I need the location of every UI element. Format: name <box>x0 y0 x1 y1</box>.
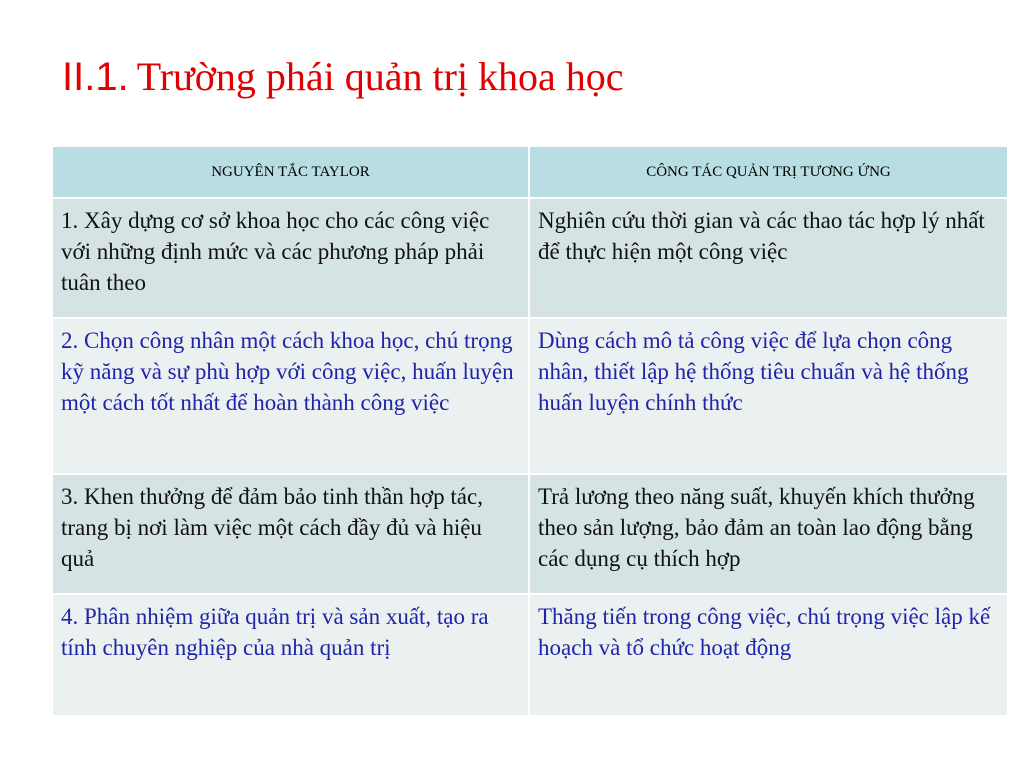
table-row <box>52 594 1008 716</box>
principle-cell: 3. Khen thưởng để đảm bảo tinh thần hợp tác, trang bị nơi làm việc một cách đầy đủ và hiệu quả <box>52 474 529 594</box>
table-row <box>52 318 1008 474</box>
table-row <box>52 474 1008 594</box>
slide-title <box>62 50 624 106</box>
practice-cell: Thăng tiến trong công việc, chú trọng việc lập kế hoạch và tổ chức hoạt động <box>529 594 1008 716</box>
header-principles: NGUYÊN TẮC TAYLOR <box>52 146 529 198</box>
title-text: Trường phái quản trị khoa học <box>136 54 624 99</box>
table-row <box>52 198 1008 318</box>
title-number: II.1. <box>62 55 129 99</box>
practice-cell: Trả lương theo năng suất, khuyến khích thưởng theo sản lượng, bảo đảm an toàn lao động bằng các dụng cụ thích hợp <box>529 474 1008 594</box>
taylor-principles-table <box>51 145 1009 717</box>
principle-cell: 1. Xây dựng cơ sở khoa học cho các công việc với những định mức và các phương pháp phải tuân theo <box>52 198 529 318</box>
table-header-row <box>52 146 1008 198</box>
practice-cell: Dùng cách mô tả công việc để lựa chọn công nhân, thiết lập hệ thống tiêu chuẩn và hệ thống huấn luyện chính thức <box>529 318 1008 474</box>
header-management-practice: CÔNG TÁC QUẢN TRỊ TƯƠNG ỨNG <box>529 146 1008 198</box>
principle-cell: 4. Phân nhiệm giữa quản trị và sản xuất, tạo ra tính chuyên nghiệp của nhà quản trị <box>52 594 529 716</box>
principle-cell: 2. Chọn công nhân một cách khoa học, chú trọng kỹ năng và sự phù hợp với công việc, huấn luyện một cách tốt nhất để hoàn thành công việc <box>52 318 529 474</box>
practice-cell: Nghiên cứu thời gian và các thao tác hợp lý nhất để thực hiện một công việc <box>529 198 1008 318</box>
